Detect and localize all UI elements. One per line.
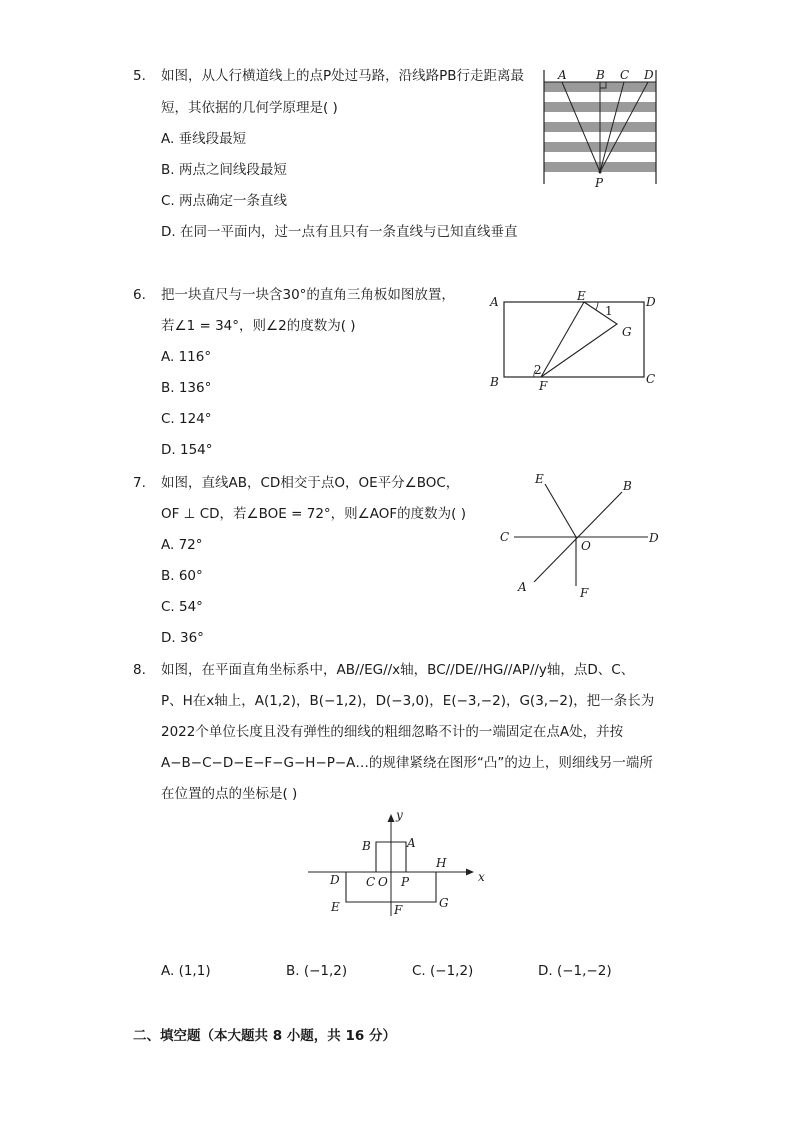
q8-stem-line3: 2022个单位长度且没有弹性的细线的粗细忽略不计的一端固定在点A处，并按 — [161, 724, 624, 740]
q6-option-d[interactable]: D. 154° — [161, 442, 213, 458]
label-b: B — [623, 479, 632, 493]
label-angle-1: 1 — [605, 304, 613, 318]
label-o: O — [581, 539, 591, 553]
q7-stem-line1: 如图，直线AB，CD相交于点O，OE平分∠BOC， — [161, 475, 460, 491]
label-d: D — [644, 68, 654, 82]
label-p: P — [401, 875, 410, 889]
q7-stem-line2: OF ⊥ CD，若∠BOE = 72°，则∠AOF的度数为( ) — [161, 506, 466, 522]
q8-option-d[interactable]: D. (−1,−2) — [538, 963, 612, 979]
q7-option-d[interactable]: D. 36° — [161, 630, 204, 646]
label-x: x — [478, 870, 485, 884]
label-f: F — [580, 586, 589, 600]
label-d: D — [646, 295, 656, 309]
label-o: O — [378, 875, 388, 889]
section-2-heading: 二、填空题（本大题共 8 小题，共 16 分） — [133, 1028, 396, 1044]
label-f: F — [394, 903, 403, 917]
q5-option-c[interactable]: C. 两点确定一条直线 — [161, 193, 288, 209]
ray-oe — [545, 484, 576, 537]
label-c: C — [646, 372, 656, 386]
q8-stem-line1: 如图，在平面直角坐标系中，AB//EG//x轴，BC//DE//HG//AP//y轴，点D、C、 — [161, 662, 635, 678]
label-a: A — [558, 68, 567, 82]
q8-stem-line2: P、H在x轴上，A(1,2)，B(−1,2)，D(−3,0)，E(−3,−2)，G(3,−2)，把一条长为 — [161, 693, 655, 709]
label-c: C — [500, 530, 510, 544]
label-c: C — [620, 68, 630, 82]
q5-crosswalk-figure — [538, 66, 662, 192]
q7-intersecting-lines-figure — [496, 470, 666, 602]
q8-stem-line4: A−B−C−D−E−F−G−H−P−A…的规律紧绕在图形“凸”的边上，则细线另一端所 — [161, 755, 653, 771]
angle-1-arc — [596, 302, 599, 310]
q6-number: 6. — [133, 287, 146, 303]
q6-ruler-triangle-figure — [484, 286, 664, 396]
label-h: H — [436, 856, 447, 870]
q5-option-b[interactable]: B. 两点之间线段最短 — [161, 162, 287, 178]
label-g: G — [622, 325, 632, 339]
label-b: B — [362, 839, 371, 853]
q7-option-c[interactable]: C. 54° — [161, 599, 203, 615]
q6-option-c[interactable]: C. 124° — [161, 411, 212, 427]
q6-stem-line1: 把一块直尺与一块含30°的直角三角板如图放置， — [161, 287, 455, 303]
label-a: A — [518, 580, 527, 594]
q8-option-b[interactable]: B. (−1,2) — [286, 963, 348, 979]
point-p — [599, 171, 602, 174]
q8-coordinate-figure — [300, 806, 500, 920]
label-y: y — [396, 808, 403, 822]
label-e: E — [331, 900, 340, 914]
q5-option-d[interactable]: D. 在同一平面内，过一点有且只有一条直线与已知直线垂直 — [161, 224, 518, 240]
q8-option-c[interactable]: C. (−1,2) — [412, 963, 474, 979]
label-p: P — [595, 176, 604, 190]
q8-number: 8. — [133, 662, 146, 678]
label-a: A — [407, 836, 416, 850]
q5-stem-line2: 短，其依据的几何学原理是( ) — [161, 100, 338, 116]
label-e: E — [577, 289, 586, 303]
label-g: G — [439, 896, 449, 910]
q8-option-a[interactable]: A. (1,1) — [161, 963, 211, 979]
label-f: F — [539, 379, 548, 393]
label-angle-2: 2 — [534, 363, 542, 377]
q7-option-b[interactable]: B. 60° — [161, 568, 203, 584]
label-b: B — [596, 68, 605, 82]
ruler-rectangle — [504, 302, 644, 377]
label-d: D — [330, 873, 340, 887]
q6-option-a[interactable]: A. 116° — [161, 349, 212, 365]
label-d: D — [649, 531, 659, 545]
label-c: C — [366, 875, 376, 889]
label-a: A — [490, 295, 499, 309]
y-axis-arrow — [388, 814, 395, 822]
q7-number: 7. — [133, 475, 146, 491]
q5-stem-line1: 如图，从人行横道线上的点P处过马路，沿线路PB行走距离最 — [161, 68, 525, 84]
q7-option-a[interactable]: A. 72° — [161, 537, 203, 553]
q6-option-b[interactable]: B. 136° — [161, 380, 212, 396]
q5-option-a[interactable]: A. 垂线段最短 — [161, 131, 247, 147]
q5-number: 5. — [133, 68, 146, 84]
label-e: E — [535, 472, 544, 486]
x-axis-arrow — [466, 869, 474, 876]
q6-stem-line2: 若∠1 = 34°，则∠2的度数为( ) — [161, 318, 356, 334]
q8-stem-line5: 在位置的点的坐标是( ) — [161, 786, 298, 802]
label-b: B — [490, 375, 499, 389]
